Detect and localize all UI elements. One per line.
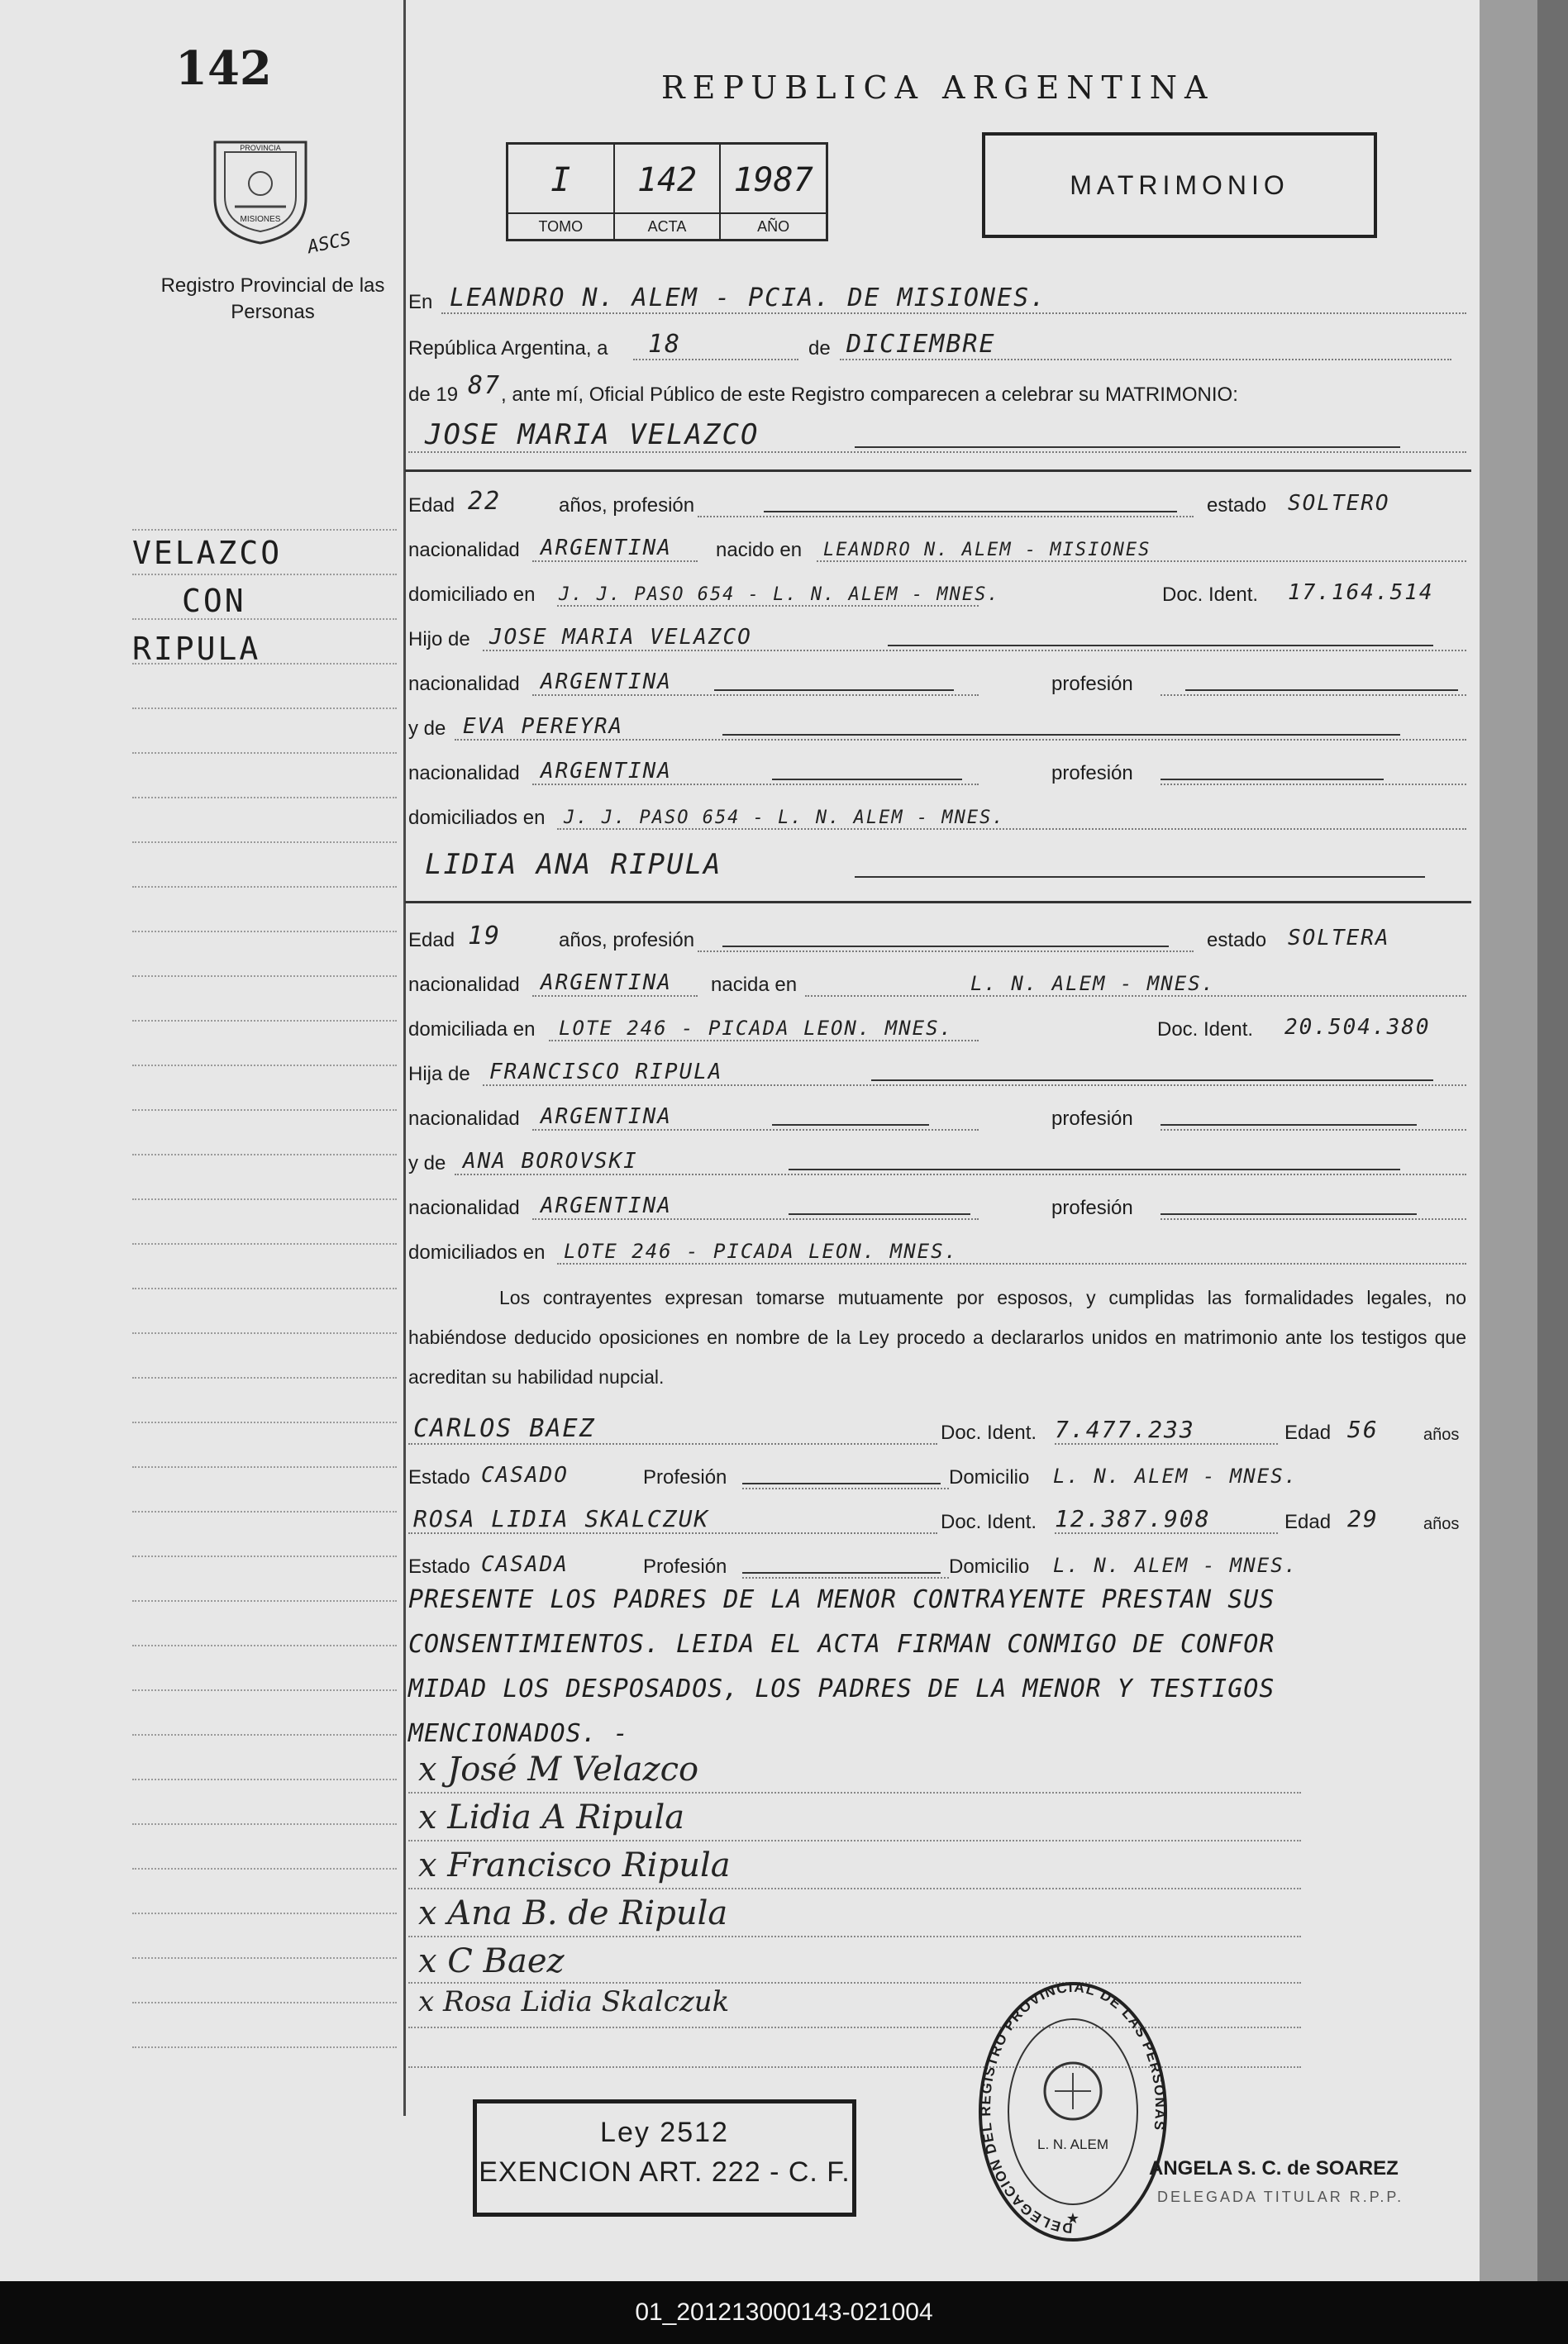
groom-parents-dom: J. J. PASO 654 - L. N. ALEM - MNES. xyxy=(564,808,1005,828)
margin-rule-line xyxy=(132,1377,397,1379)
profession-label: años, profesión xyxy=(559,494,695,517)
groom-mother-nat-row xyxy=(408,746,1475,790)
witness2-detail-row xyxy=(408,1539,1475,1584)
seal-handnote: ASCS xyxy=(305,228,354,259)
margin-rule-line xyxy=(132,2046,397,2048)
place-value: LEANDRO N. ALEM - PCIA. DE MISIONES. xyxy=(450,283,1047,312)
registry-name: Registro Provincial de las Personas xyxy=(160,274,385,323)
margin-rule-line xyxy=(132,1020,397,1022)
father-prof-label: profesión xyxy=(1051,1108,1133,1130)
witness2-doc: 12.387.908 xyxy=(1055,1505,1211,1532)
witness2-prof-label: Profesión xyxy=(643,1556,727,1578)
witness1-estado: CASADO xyxy=(481,1463,569,1488)
stamp-ring-text: DELEGACION DEL REGISTRO PROVINCIAL DE LAS PERSONAS xyxy=(977,1979,1169,2237)
father-nat-label: nacionalidad xyxy=(408,673,520,695)
bride-nationality: ARGENTINA xyxy=(541,970,672,995)
margin-note xyxy=(132,529,397,673)
margin-rule-line xyxy=(132,1154,397,1155)
witness1-name: CARLOS BAEZ xyxy=(413,1414,596,1443)
header-year-row xyxy=(408,367,1475,412)
father-prof-label: profesión xyxy=(1051,673,1133,695)
exencion-line: EXENCION ART. 222 - C. F. xyxy=(479,2156,851,2188)
header-place-row xyxy=(408,274,1475,319)
witness2-doc-label: Doc. Ident. xyxy=(941,1511,1037,1533)
witness1-dom-label: Domicilio xyxy=(949,1466,1030,1489)
year-prefix: de 19 xyxy=(408,384,459,406)
margin-divider xyxy=(403,0,406,2116)
bride-mother-row xyxy=(408,1136,1475,1180)
margin-rule-line xyxy=(132,1466,397,1468)
bride-doc: 20.504.380 xyxy=(1284,1015,1431,1040)
bride-age-row xyxy=(408,912,1475,957)
margin-rule-line xyxy=(132,975,397,977)
father-nat-label: nacionalidad xyxy=(408,1108,520,1130)
witness2-years: años xyxy=(1423,1515,1460,1533)
signature-bride: x Lidia A Ripula xyxy=(418,1798,685,1837)
margin-rule-line xyxy=(132,1288,397,1289)
mother-prof-label: profesión xyxy=(1051,762,1133,784)
domicile-label: domiciliado en xyxy=(408,584,536,606)
bride-father-nat: ARGENTINA xyxy=(541,1104,672,1129)
witness1-detail-row xyxy=(408,1450,1475,1494)
margin-rule-line xyxy=(132,1645,397,1646)
age-label: Edad xyxy=(408,929,455,951)
bride-parents-dom: LOTE 246 - PICADA LEON. MNES. xyxy=(564,1240,959,1263)
witness1-estado-label: Estado xyxy=(408,1466,470,1489)
groom-mother: EVA PEREYRA xyxy=(463,714,624,739)
stamp-center-text: L. N. ALEM xyxy=(1037,2137,1108,2152)
mother-label: y de xyxy=(408,717,446,740)
signature-witness1: x C Baez xyxy=(418,1942,565,1980)
margin-rule-line xyxy=(132,1600,397,1602)
groom-nationality: ARGENTINA xyxy=(541,536,672,560)
bride-domicile-row xyxy=(408,1002,1475,1046)
seal-top-text: PROVINCIA xyxy=(240,144,281,152)
margin-note-line: VELAZCO xyxy=(132,535,283,571)
father-label: Hijo de xyxy=(408,628,470,650)
born-label: nacido en xyxy=(716,539,803,561)
signature-bride-mother: x Ana B. de Ripula xyxy=(418,1894,728,1932)
margin-rule-line xyxy=(132,618,397,620)
born-label: nacida en xyxy=(711,974,798,996)
doc-label: Doc. Ident. xyxy=(1157,1018,1254,1041)
signature-bride-father: x Francisco Ripula xyxy=(418,1846,731,1884)
margin-rule-line xyxy=(132,752,397,754)
bride-name-row xyxy=(408,843,1475,888)
margin-rule-line xyxy=(132,1198,397,1200)
margin-rule-line xyxy=(132,707,397,709)
footer-code: 01_201213000143-021004 xyxy=(0,2281,1568,2344)
mother-prof-label: profesión xyxy=(1051,1197,1133,1219)
bride-separator xyxy=(405,901,1471,903)
age-label: Edad xyxy=(408,494,455,517)
groom-nationality-row xyxy=(408,522,1475,567)
groom-age-row xyxy=(408,478,1475,522)
parents-dom-label: domiciliados en xyxy=(408,807,546,829)
witness2-age-label: Edad xyxy=(1284,1511,1332,1533)
bride-nationality-row xyxy=(408,957,1475,1002)
domicile-label: domiciliada en xyxy=(408,1018,536,1041)
witness1-prof-label: Profesión xyxy=(643,1466,727,1489)
month-value: DICIEMBRE xyxy=(846,330,996,359)
book-binding xyxy=(1537,0,1568,2281)
witness2-dom: L. N. ALEM - MNES. xyxy=(1053,1554,1299,1577)
signature-line xyxy=(408,1792,1301,1794)
witness2-row xyxy=(408,1494,1475,1539)
witness1-dom: L. N. ALEM - MNES. xyxy=(1053,1465,1299,1488)
witness1-age: 56 xyxy=(1347,1416,1379,1443)
nationality-label: nacionalidad xyxy=(408,974,520,996)
groom-estado: SOLTERO xyxy=(1288,491,1390,516)
observation-line: MENCIONADOS. - xyxy=(408,1719,629,1748)
bride-father: FRANCISCO RIPULA xyxy=(489,1060,723,1084)
groom-domicile: J. J. PASO 654 - L. N. ALEM - MNES. xyxy=(559,584,1000,605)
margin-note-line: RIPULA xyxy=(132,631,261,667)
acta-value: 142 xyxy=(636,161,698,199)
bride-parents-dom-row xyxy=(408,1225,1475,1270)
mother-label: y de xyxy=(408,1152,446,1174)
witness1-doc: 7.477.233 xyxy=(1055,1416,1195,1443)
margin-rule-line xyxy=(132,797,397,798)
margin-rule-line xyxy=(132,2002,397,2003)
groom-father-nat: ARGENTINA xyxy=(541,669,672,694)
estado-label: estado xyxy=(1207,494,1267,517)
seal-bottom-text: MISIONES xyxy=(240,215,281,224)
witness2-estado-label: Estado xyxy=(408,1556,470,1578)
en-label: En xyxy=(408,291,433,313)
witness1-doc-label: Doc. Ident. xyxy=(941,1422,1037,1444)
margin-rule-line xyxy=(132,529,397,531)
groom-name-row xyxy=(408,413,1475,458)
margin-rule-line xyxy=(132,1065,397,1066)
page-number: 142 xyxy=(175,41,272,96)
year-value: 87 xyxy=(468,371,502,400)
margin-rule-line xyxy=(132,1779,397,1780)
signature-groom: x José M Velazco xyxy=(418,1751,699,1789)
bride-domicile: LOTE 246 - PICADA LEON. MNES. xyxy=(559,1017,954,1040)
margin-rule-line xyxy=(132,886,397,888)
anio-value: 1987 xyxy=(733,161,813,199)
bride-mother-nat-row xyxy=(408,1180,1475,1225)
witness2-age: 29 xyxy=(1347,1505,1379,1532)
groom-separator xyxy=(405,469,1471,472)
header-date-row xyxy=(408,321,1475,365)
mother-nat-label: nacionalidad xyxy=(408,1197,520,1219)
doc-label: Doc. Ident. xyxy=(1162,584,1259,606)
margin-note-line: CON xyxy=(182,583,246,619)
margin-rule-line xyxy=(132,574,397,575)
observation-line: MIDAD LOS DESPOSADOS, LOS PADRES DE LA MENOR Y TESTIGOS xyxy=(408,1675,1275,1703)
country-title: REPUBLICA ARGENTINA xyxy=(661,69,1215,106)
bride-age: 19 xyxy=(468,922,502,950)
margin-rule-line xyxy=(132,1957,397,1959)
republic-label: República Argentina, a xyxy=(408,337,608,360)
record-number-box xyxy=(506,142,828,241)
margin-rule-line xyxy=(132,663,397,665)
statement-text: , ante mí, Oficial Público de este Registro comparecen a celebrar su MATRIMONIO: xyxy=(501,384,1238,406)
witness1-row xyxy=(408,1405,1475,1450)
declaration-text: Los contrayentes expresan tomarse mutuamente por esposos, y cumplidas las formalidades legales, no habiéndose deducido oposiciones en nombre de la Ley procedo a declararlos unidos en matrimonio ante los testigos que acreditan su habilidad nupcial. xyxy=(408,1287,1466,1388)
bride-born: L. N. ALEM - MNES. xyxy=(970,972,1216,995)
de-label: de xyxy=(808,337,831,360)
groom-parents-dom-row xyxy=(408,790,1475,835)
profession-label: años, profesión xyxy=(559,929,695,951)
groom-mother-nat: ARGENTINA xyxy=(541,759,672,784)
bride-father-nat-row xyxy=(408,1091,1475,1136)
margin-rule-line xyxy=(132,931,397,932)
act-type-box: MATRIMONIO xyxy=(982,132,1377,238)
acta-cell xyxy=(615,145,722,239)
signature-line xyxy=(408,1888,1301,1889)
officer-title: DELEGADA TITULAR R.P.P. xyxy=(1157,2189,1404,2205)
signature-line xyxy=(408,1840,1301,1841)
groom-name: JOSE MARIA VELAZCO xyxy=(425,418,760,451)
anio-cell xyxy=(721,145,826,239)
groom-age: 22 xyxy=(468,487,502,516)
father-label: Hija de xyxy=(408,1063,470,1085)
day-value: 18 xyxy=(648,330,682,359)
parents-dom-label: domiciliados en xyxy=(408,1241,546,1264)
witness1-years: años xyxy=(1423,1426,1460,1444)
witness2-estado: CASADA xyxy=(481,1552,569,1577)
margin-rule-line xyxy=(132,1422,397,1423)
margin-rule-line xyxy=(132,1332,397,1334)
margin-rule-line xyxy=(132,1556,397,1557)
province-seal xyxy=(207,132,314,248)
margin-rule-line xyxy=(132,1823,397,1825)
ley-stamp-box xyxy=(473,2099,856,2217)
officer-name: ANGELA S. C. de SOAREZ xyxy=(1149,2157,1399,2180)
groom-father-nat-row xyxy=(408,656,1475,701)
observation-line: PRESENTE LOS PADRES DE LA MENOR CONTRAYENTE PRESTAN SUS xyxy=(408,1585,1275,1614)
margin-rule-line xyxy=(132,1868,397,1870)
witness2-name: ROSA LIDIA SKALCZUK xyxy=(413,1505,710,1532)
delegation-stamp xyxy=(974,1975,1172,2248)
bride-mother: ANA BOROVSKI xyxy=(463,1149,638,1174)
mother-nat-label: nacionalidad xyxy=(408,762,520,784)
margin-rule-line xyxy=(132,1109,397,1111)
tomo-cell xyxy=(508,145,615,239)
groom-mother-row xyxy=(408,701,1475,746)
margin-rule-line xyxy=(132,1913,397,1914)
groom-doc: 17.164.514 xyxy=(1288,580,1434,605)
groom-father-row xyxy=(408,612,1475,656)
ley-line: Ley 2512 xyxy=(600,2117,729,2148)
margin-rule-line xyxy=(132,1734,397,1736)
groom-father: JOSE MARIA VELAZCO xyxy=(489,625,752,650)
witness1-age-label: Edad xyxy=(1284,1422,1332,1444)
nationality-label: nacionalidad xyxy=(408,539,520,561)
witness2-dom-label: Domicilio xyxy=(949,1556,1030,1578)
tomo-value: I xyxy=(550,161,571,199)
bride-father-row xyxy=(408,1046,1475,1091)
margin-rule-line xyxy=(132,1243,397,1245)
anio-label: AÑO xyxy=(721,212,826,239)
estado-label: estado xyxy=(1207,929,1267,951)
signature-line xyxy=(408,1936,1301,1937)
margin-rule-line xyxy=(132,1511,397,1513)
stamp-star-icon: ★ xyxy=(1065,2210,1080,2227)
groom-domicile-row xyxy=(408,567,1475,612)
bride-mother-nat: ARGENTINA xyxy=(541,1193,672,1218)
tomo-label: TOMO xyxy=(508,212,613,239)
margin-rule-line xyxy=(132,1689,397,1691)
groom-born: LEANDRO N. ALEM - MISIONES xyxy=(823,540,1151,560)
bride-name: LIDIA ANA RIPULA xyxy=(425,848,722,881)
bride-estado: SOLTERA xyxy=(1288,926,1390,950)
observation-line: CONSENTIMIENTOS. LEIDA EL ACTA FIRMAN CONMIGO DE CONFOR xyxy=(408,1630,1275,1659)
acta-label: ACTA xyxy=(615,212,720,239)
signature-witness2: x Rosa Lidia Skalczuk xyxy=(418,1985,730,2018)
margin-rule-line xyxy=(132,841,397,843)
